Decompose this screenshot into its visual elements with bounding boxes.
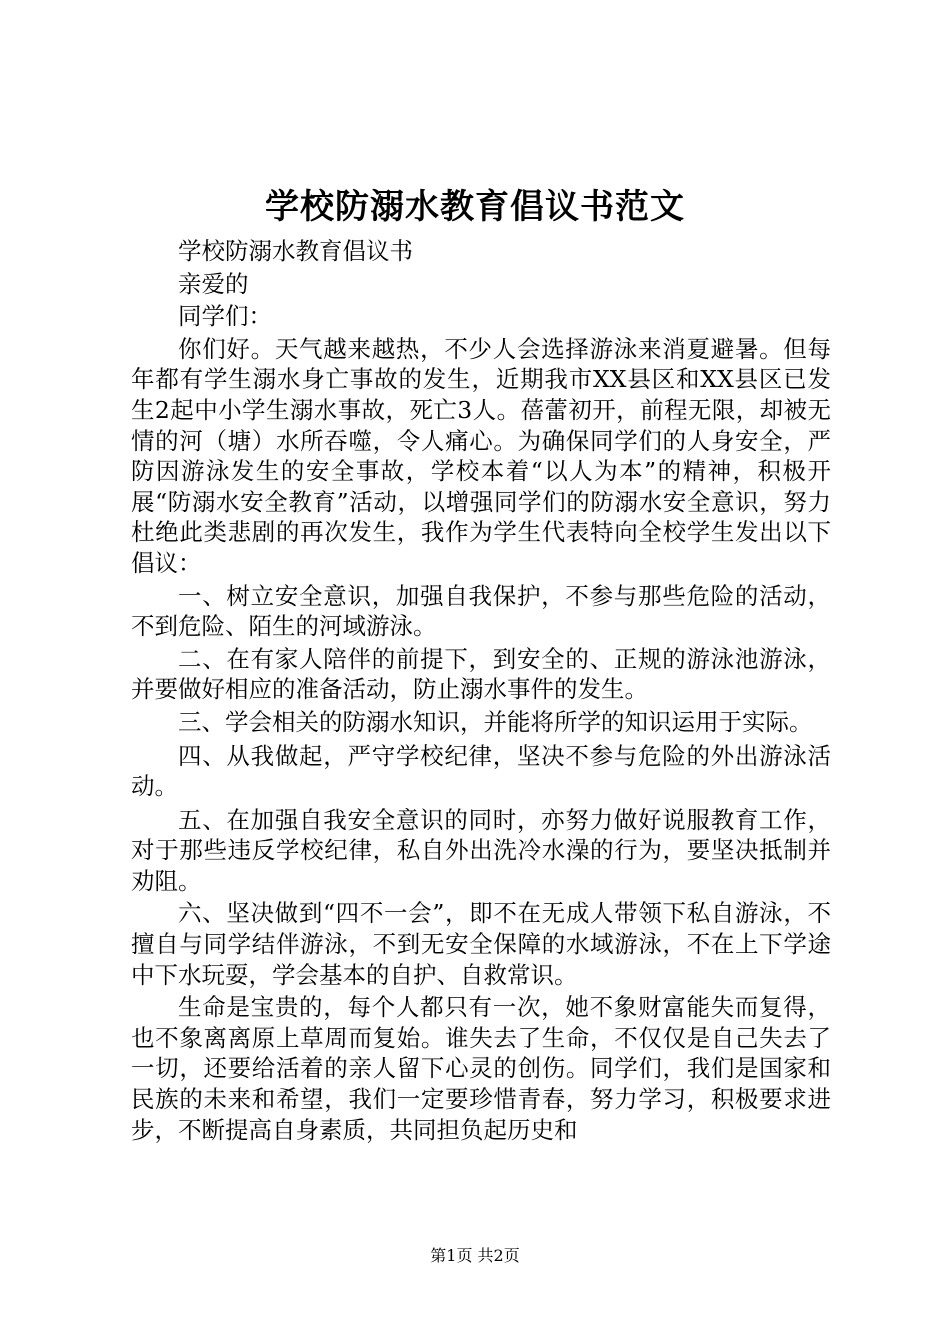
paragraph-salutation: 亲爱的 <box>178 269 249 298</box>
paragraph-item-1: 一、树立安全意识，加强自我保护，不参与那些危险的活动，不到危险、陌生的河域游泳。 <box>131 581 831 641</box>
paragraph-item-4: 四、从我做起，严守学校纪律，坚决不参与危险的外出游泳活动。 <box>131 741 831 801</box>
paragraph-addressee: 同学们： <box>178 302 272 331</box>
document-body <box>131 236 831 1145</box>
paragraph-item-3: 三、学会相关的防溺水知识，并能将所学的知识运用于实际。 <box>178 707 813 736</box>
page-footer <box>0 1245 950 1267</box>
paragraph-intro: 你们好。天气越来越热，不少人会选择游泳来消夏避暑。但每年都有学生溺水身亡事故的发生，近期我市XX县区和XX县区已发生2起中小学生溺水事故，死亡3人。蓓蕾初开，前程无限，却被无情的河（塘）水所吞噬，令人痛心。为确保同学们的人身安全，严防因游泳发生的安全事故，学校本着“以人为本”的精神，积极开展“防溺水安全教育”活动，以增强同学们的防溺水安全意识，努力杜绝此类悲剧的再次发生，我作为学生代表特向全校学生发出以下倡议： <box>131 334 831 577</box>
paragraph-item-5: 五、在加强自我安全意识的同时，亦努力做好说服教育工作，对于那些违反学校纪律，私自外出洗冷水澡的行为，要坚决抵制并劝阻。 <box>131 805 831 895</box>
paragraph-heading: 学校防溺水教育倡议书 <box>178 237 413 265</box>
page-indicator: 第1页 共2页 <box>430 1246 520 1265</box>
paragraph-conclusion: 生命是宝贵的，每个人都只有一次，她不象财富能失而复得，也不象离离原上草周而复始。谁失去了生命，不仅仅是自己失去了一切，还要给活着的亲人留下心灵的创伤。同学们，我们是国家和民族的未来和希望，我们一定要珍惜青春，努力学习，积极要求进步，不断提高自身素质，共同担负起历史和 <box>131 993 831 1144</box>
paragraph-item-2: 二、在有家人陪伴的前提下，到安全的、正规的游泳池游泳，并要做好相应的准备活动，防止溺水事件的发生。 <box>131 644 831 704</box>
paragraph-item-6: 六、坚决做到“四不一会”，即不在无成人带领下私自游泳，不擅自与同学结伴游泳，不到无安全保障的水域游泳，不在上下学途中下水玩耍，学会基本的自护、自救常识。 <box>131 899 831 989</box>
document-title: 学校防溺水教育倡议书范文 <box>265 187 685 227</box>
